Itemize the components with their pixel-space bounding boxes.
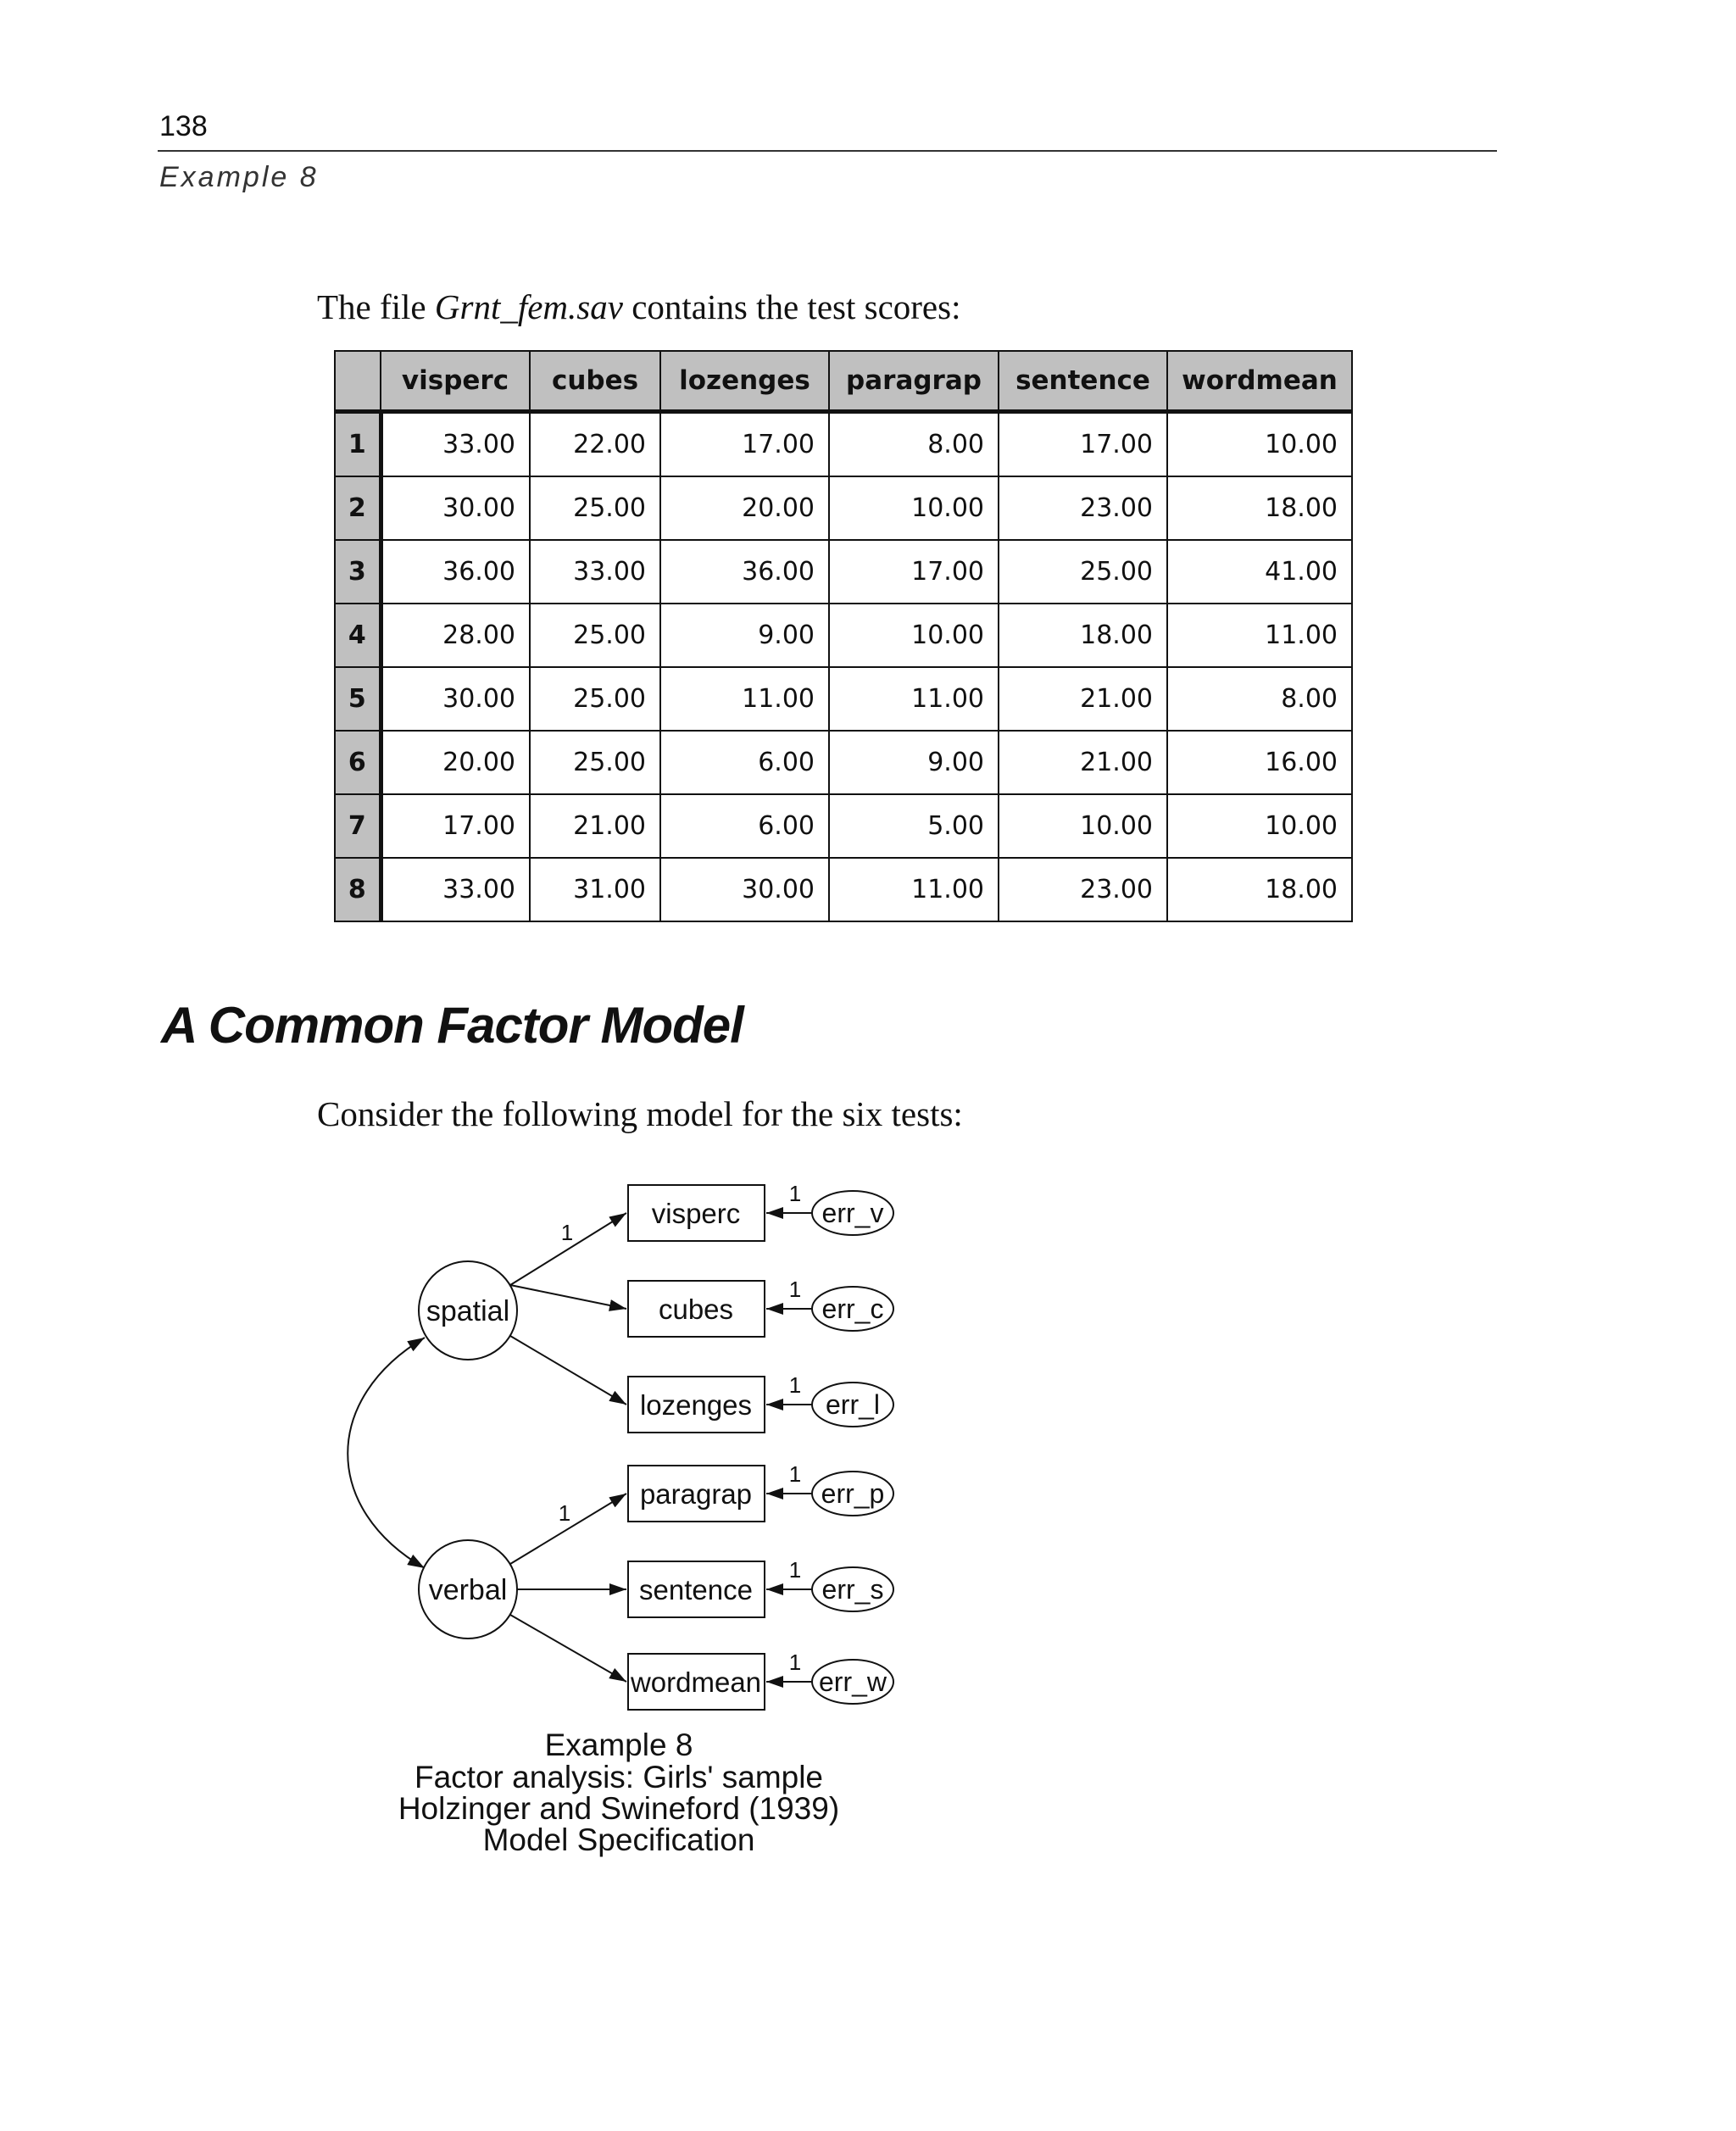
intro-suffix: contains the test scores:: [622, 287, 961, 326]
cell-cubes: 33.00: [530, 540, 660, 604]
diagram-caption-line: Holzinger and Swineford (1939): [398, 1791, 840, 1826]
observed-label: sentence: [639, 1574, 753, 1605]
observed-label: cubes: [658, 1294, 734, 1325]
cell-lozenges: 6.00: [660, 731, 829, 794]
cell-cubes: 22.00: [530, 412, 660, 477]
cell-lozenges: 9.00: [660, 604, 829, 667]
cell-wordmean: 16.00: [1167, 731, 1352, 794]
column-header-sentence: sentence: [999, 351, 1167, 412]
column-header-cubes: cubes: [530, 351, 660, 412]
cell-cubes: 21.00: [530, 794, 660, 858]
cell-lozenges: 30.00: [660, 858, 829, 921]
cell-cubes: 25.00: [530, 731, 660, 794]
cell-visperc: 33.00: [381, 412, 530, 477]
cell-sentence: 23.00: [999, 858, 1167, 921]
cell-paragrap: 10.00: [829, 604, 999, 667]
section-heading: A Common Factor Model: [161, 997, 743, 1054]
error-weight-label: 1: [788, 1650, 802, 1675]
error-weight-label: 1: [788, 1557, 802, 1583]
observed-label: visperc: [651, 1198, 741, 1229]
section-text: Consider the following model for the six tests:: [317, 1094, 963, 1133]
error-label: err_s: [821, 1574, 884, 1605]
cell-visperc: 20.00: [381, 731, 530, 794]
cell-wordmean: 18.00: [1167, 858, 1352, 921]
diagram-caption-line: Model Specification: [482, 1822, 755, 1857]
cell-wordmean: 41.00: [1167, 540, 1352, 604]
cell-lozenges: 6.00: [660, 794, 829, 858]
column-header-paragrap: paragrap: [829, 351, 999, 412]
cell-wordmean: 18.00: [1167, 476, 1352, 540]
intro-prefix: The file: [317, 287, 435, 326]
cell-paragrap: 10.00: [829, 476, 999, 540]
error-label: err_w: [818, 1666, 887, 1697]
observed-label: wordmean: [630, 1666, 762, 1698]
cell-cubes: 31.00: [530, 858, 660, 921]
row-number: 5: [335, 667, 381, 731]
cell-sentence: 21.00: [999, 731, 1167, 794]
cell-visperc: 28.00: [381, 604, 530, 667]
row-number: 7: [335, 794, 381, 858]
cell-visperc: 30.00: [381, 667, 530, 731]
error-label: err_c: [821, 1294, 884, 1324]
cell-wordmean: 11.00: [1167, 604, 1352, 667]
loading-arrow: [510, 1285, 626, 1309]
cell-wordmean: 10.00: [1167, 794, 1352, 858]
column-header-lozenges: lozenges: [660, 351, 829, 412]
cell-sentence: 21.00: [999, 667, 1167, 731]
running-title: Example 8: [159, 161, 319, 193]
error-weight-label: 1: [788, 1461, 802, 1487]
cell-visperc: 30.00: [381, 476, 530, 540]
cell-sentence: 10.00: [999, 794, 1167, 858]
cell-visperc: 36.00: [381, 540, 530, 604]
error-weight-label: 1: [788, 1181, 802, 1206]
cell-paragrap: 8.00: [829, 412, 999, 477]
observed-label: lozenges: [639, 1389, 753, 1421]
diagram-caption-line: Example 8: [544, 1728, 693, 1762]
cell-cubes: 25.00: [530, 604, 660, 667]
row-number: 2: [335, 476, 381, 540]
column-header-wordmean: wordmean: [1167, 351, 1352, 412]
cell-sentence: 18.00: [999, 604, 1167, 667]
row-number: 6: [335, 731, 381, 794]
row-number: 8: [335, 858, 381, 921]
cell-lozenges: 36.00: [660, 540, 829, 604]
row-number: 4: [335, 604, 381, 667]
cell-lozenges: 11.00: [660, 667, 829, 731]
loading-arrow: [510, 1336, 626, 1405]
row-number: 1: [335, 412, 381, 477]
factor-label: spatial: [426, 1295, 510, 1327]
row-number: 3: [335, 540, 381, 604]
cell-lozenges: 17.00: [660, 412, 829, 477]
cell-visperc: 33.00: [381, 858, 530, 921]
cell-paragrap: 11.00: [829, 858, 999, 921]
column-header-visperc: visperc: [381, 351, 530, 412]
cell-paragrap: 11.00: [829, 667, 999, 731]
error-label: err_v: [821, 1198, 884, 1228]
diagram-caption-line: Factor analysis: Girls' sample: [414, 1760, 824, 1794]
loading-weight-label: 1: [558, 1500, 571, 1526]
page-number: 138: [159, 110, 208, 142]
cell-wordmean: 8.00: [1167, 667, 1352, 731]
cell-sentence: 17.00: [999, 412, 1167, 477]
cell-paragrap: 5.00: [829, 794, 999, 858]
covariance-arrow: [348, 1338, 425, 1568]
cell-cubes: 25.00: [530, 476, 660, 540]
cell-sentence: 23.00: [999, 476, 1167, 540]
error-label: err_l: [825, 1389, 881, 1420]
loading-arrow: [510, 1615, 626, 1682]
error-label: err_p: [821, 1478, 885, 1509]
cell-lozenges: 20.00: [660, 476, 829, 540]
cell-sentence: 25.00: [999, 540, 1167, 604]
cell-cubes: 25.00: [530, 667, 660, 731]
observed-label: paragrap: [639, 1478, 753, 1510]
cell-paragrap: 9.00: [829, 731, 999, 794]
loading-weight-label: 1: [560, 1220, 574, 1245]
filename: Grnt_fem.sav: [434, 287, 623, 326]
error-weight-label: 1: [788, 1277, 802, 1302]
cell-visperc: 17.00: [381, 794, 530, 858]
cell-paragrap: 17.00: [829, 540, 999, 604]
cell-wordmean: 10.00: [1167, 412, 1352, 477]
factor-label: verbal: [428, 1574, 508, 1606]
error-weight-label: 1: [788, 1372, 802, 1398]
